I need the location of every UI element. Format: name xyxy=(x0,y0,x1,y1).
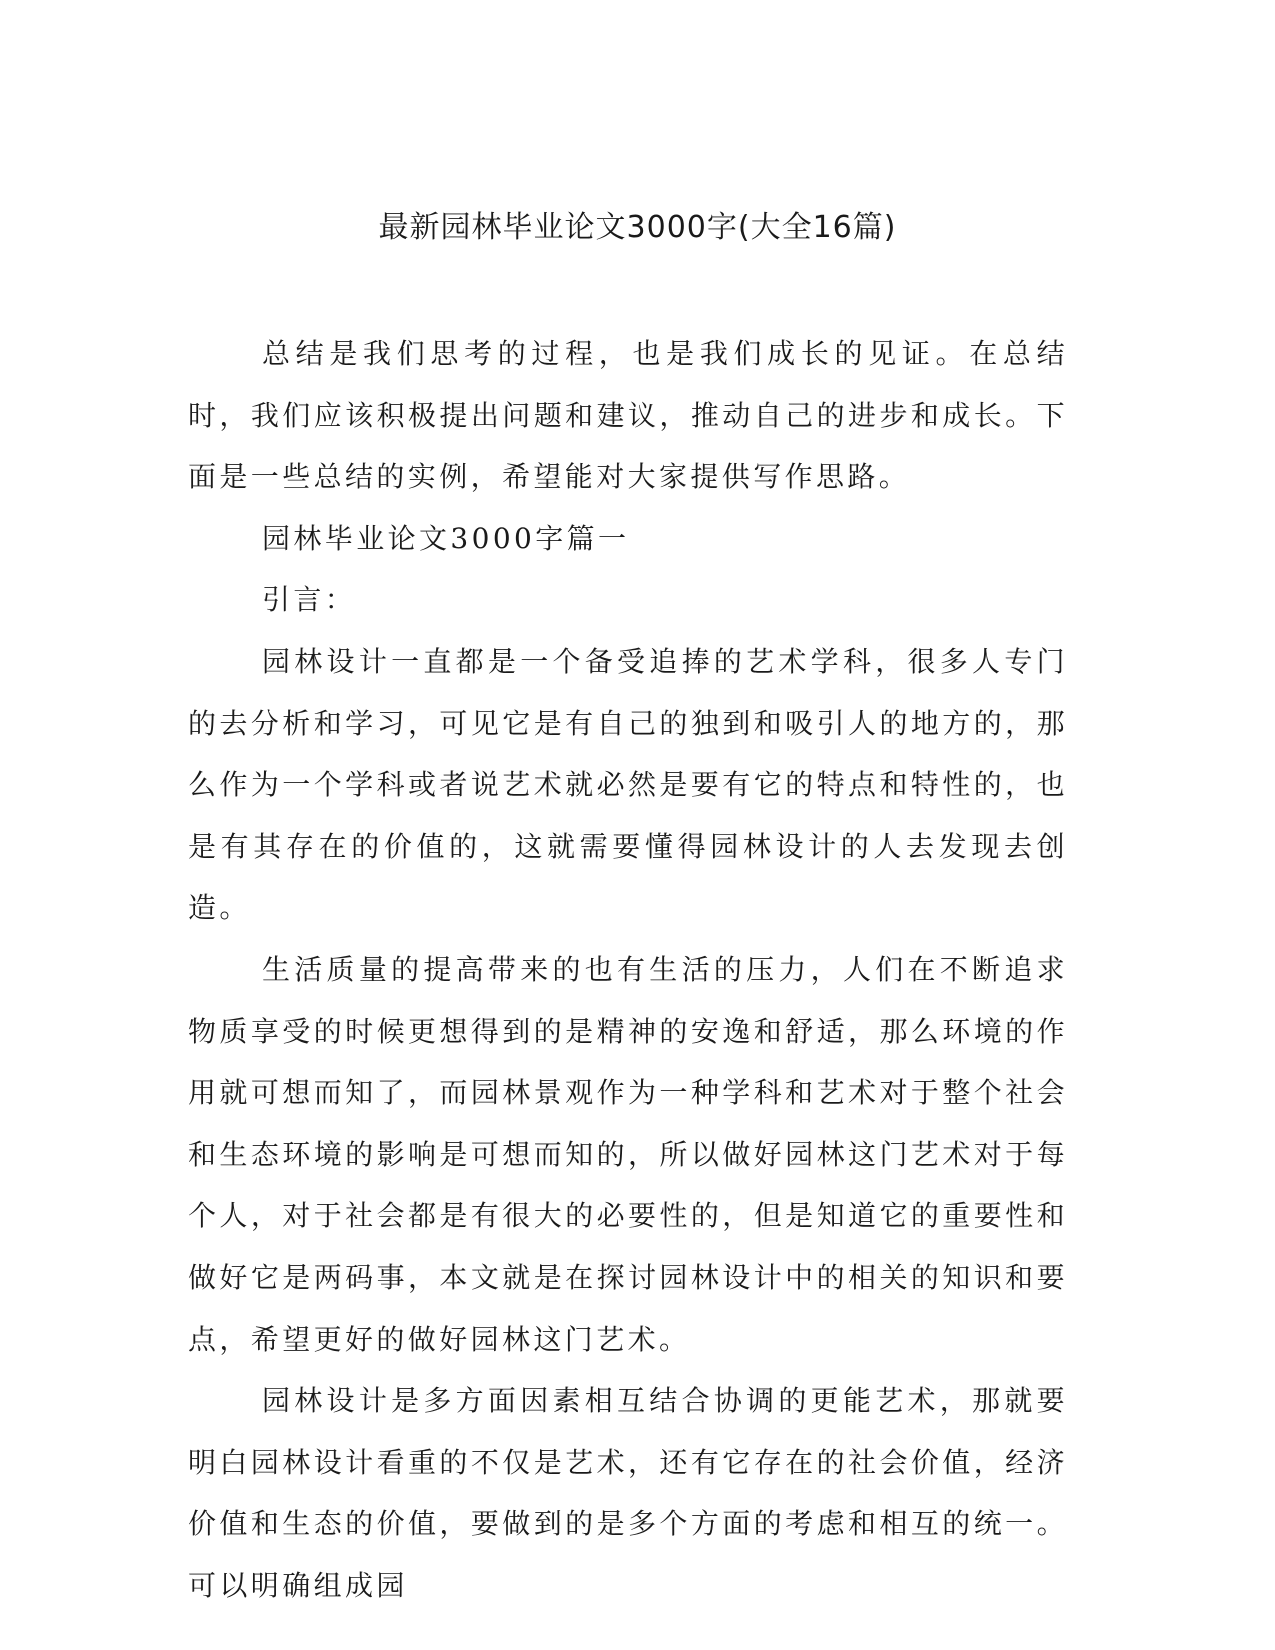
document-title: 最新园林毕业论文3000字(大全16篇) xyxy=(378,210,897,245)
intro-paragraph: 总结是我们思考的过程，也是我们成长的见证。在总结时，我们应该积极提出问题和建议，推动自己的进步和成长。下面是一些总结的实例，希望能对大家提供写作思路。 xyxy=(188,337,1068,494)
body-paragraph: 园林设计一直都是一个备受追捧的艺术学科，很多人专门的去分析和学习，可见它是有自己的独到和吸引人的地方的，那么作为一个学科或者说艺术就必然是要有它的特点和特性的，也是有其存在的价值的，这就需要懂得园林设计的人去发现去创造。 xyxy=(188,644,1068,925)
body-paragraph: 园林设计是多方面因素相互结合协调的更能艺术，那就要明白园林设计看重的不仅是艺术，还有它存在的社会价值，经济价值和生态的价值，要做到的是多个方面的考虑和相互的统一。可以明确组成园 xyxy=(188,1384,1068,1602)
subsection-heading: 引言： xyxy=(262,583,357,617)
document-body xyxy=(188,323,1068,1616)
body-paragraph: 生活质量的提高带来的也有生活的压力，人们在不断追求物质享受的时候更想得到的是精神的安逸和舒适，那么环境的作用就可想而知了，而园林景观作为一种学科和艺术对于整个社会和生态环境的影响是可想而知的，所以做好园林这门艺术对于每个人，对于社会都是有很大的必要性的，但是知道它的重要性和做好它是两码事，本文就是在探讨园林设计中的相关的知识和要点，希望更好的做好园林这门艺术。 xyxy=(188,952,1068,1356)
section-heading: 园林毕业论文3000字篇一 xyxy=(262,521,630,555)
